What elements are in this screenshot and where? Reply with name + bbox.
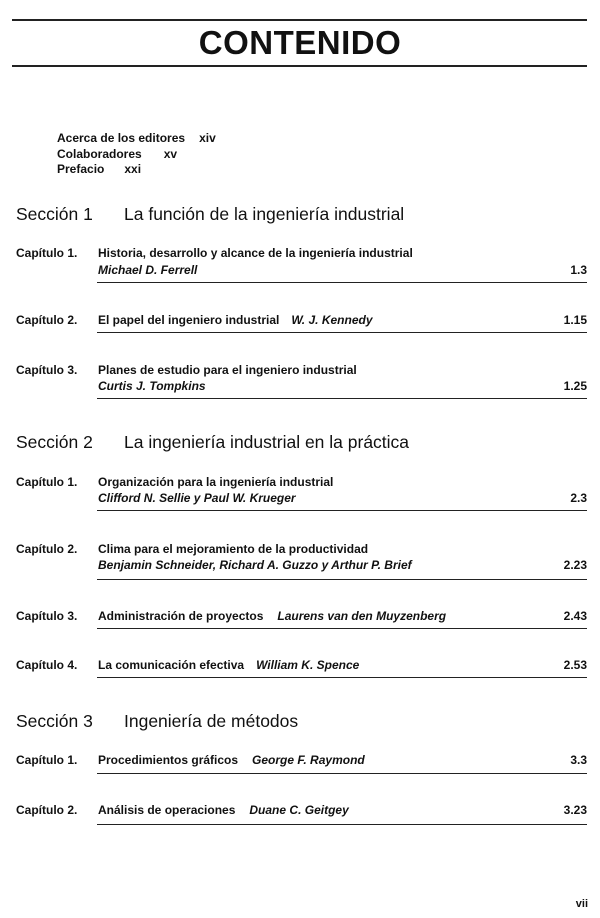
chapter-title: Procedimientos gráficos — [98, 753, 239, 767]
chapter-rule — [97, 824, 587, 825]
chapter-entry — [16, 608, 446, 624]
section-title: La ingeniería industrial en la práctica — [124, 432, 410, 452]
chapter-page: 1.15 — [563, 313, 587, 327]
section-heading — [16, 203, 404, 225]
chapter-rule — [97, 628, 587, 629]
chapter-title: La comunicación efectiva — [98, 658, 245, 672]
chapter-page: 3.3 — [570, 753, 587, 767]
page-number: vii — [575, 898, 588, 910]
chapter-page: 1.3 — [570, 263, 587, 277]
chapter-page: 1.25 — [563, 379, 587, 393]
chapter-title: Planes de estudio para el ingeniero industrial — [98, 363, 357, 377]
chapter-title: Clima para el mejoramiento de la productividad — [98, 542, 369, 556]
chapter-rule — [97, 510, 587, 511]
chapter-title: Organización para la ingeniería industrial — [98, 475, 334, 489]
chapter-author: Laurens van den Muyzenberg — [277, 609, 447, 623]
front-matter-page: xxi — [124, 162, 142, 176]
chapter-label: Capítulo 3. — [16, 363, 78, 377]
section-label: Sección 1 — [16, 204, 93, 224]
chapter-entry — [16, 657, 359, 673]
chapter-entry — [16, 752, 365, 768]
section-label: Sección 2 — [16, 432, 93, 452]
chapter-title: Análisis de operaciones — [98, 803, 236, 817]
chapter-rule — [97, 332, 587, 333]
chapter-title: Administración de proyectos — [98, 609, 264, 623]
chapter-author: Benjamin Schneider, Richard A. Guzzo y Arthur P. Brief — [98, 558, 412, 572]
chapter-page: 3.23 — [563, 803, 587, 817]
chapter-title: Historia, desarrollo y alcance de la ingeniería industrial — [98, 246, 413, 260]
page-title: CONTENIDO — [198, 24, 402, 61]
chapter-entry — [16, 474, 333, 490]
front-matter-item — [57, 131, 216, 146]
section-label: Sección 3 — [16, 711, 93, 731]
chapter-entry — [16, 541, 368, 557]
chapter-entry — [16, 802, 349, 818]
chapter-page: 2.23 — [563, 558, 587, 572]
front-matter-item — [57, 162, 141, 177]
chapter-author: W. J. Kennedy — [291, 313, 373, 327]
chapter-label: Capítulo 2. — [16, 313, 78, 327]
chapter-entry — [16, 245, 413, 261]
section-heading — [16, 431, 409, 453]
chapter-rule — [97, 773, 587, 774]
chapter-entry — [16, 362, 357, 378]
chapter-title: El papel del ingeniero industrial — [98, 313, 280, 327]
section-heading — [16, 710, 298, 732]
chapter-label: Capítulo 2. — [16, 542, 78, 556]
front-matter-page: xiv — [199, 131, 216, 145]
chapter-label: Capítulo 3. — [16, 609, 78, 623]
front-matter-label: Colaboradores — [57, 147, 142, 161]
chapter-author: William K. Spence — [256, 658, 360, 672]
chapter-rule — [97, 579, 587, 580]
chapter-rule — [97, 282, 587, 283]
front-matter-label: Acerca de los editores — [57, 131, 186, 145]
chapter-author: Duane C. Geitgey — [249, 803, 349, 817]
front-matter-item — [57, 147, 177, 162]
chapter-author: Curtis J. Tompkins — [98, 379, 206, 393]
front-matter-label: Prefacio — [57, 162, 105, 176]
chapter-label: Capítulo 4. — [16, 658, 78, 672]
chapter-author: George F. Raymond — [252, 753, 365, 767]
chapter-author: Michael D. Ferrell — [98, 263, 198, 277]
chapter-entry — [16, 312, 373, 328]
chapter-label: Capítulo 2. — [16, 803, 78, 817]
chapter-author: Clifford N. Sellie y Paul W. Krueger — [98, 491, 296, 505]
title-top-rule — [12, 19, 587, 21]
section-title: Ingeniería de métodos — [124, 711, 299, 731]
section-title: La función de la ingeniería industrial — [124, 204, 405, 224]
chapter-rule — [97, 677, 587, 678]
chapter-rule — [97, 398, 587, 399]
chapter-page: 2.3 — [570, 491, 587, 505]
chapter-label: Capítulo 1. — [16, 753, 78, 767]
chapter-page: 2.53 — [563, 658, 587, 672]
chapter-label: Capítulo 1. — [16, 475, 78, 489]
title-bottom-rule — [12, 65, 587, 67]
chapter-page: 2.43 — [563, 609, 587, 623]
chapter-label: Capítulo 1. — [16, 246, 78, 260]
front-matter-page: xv — [163, 147, 178, 161]
